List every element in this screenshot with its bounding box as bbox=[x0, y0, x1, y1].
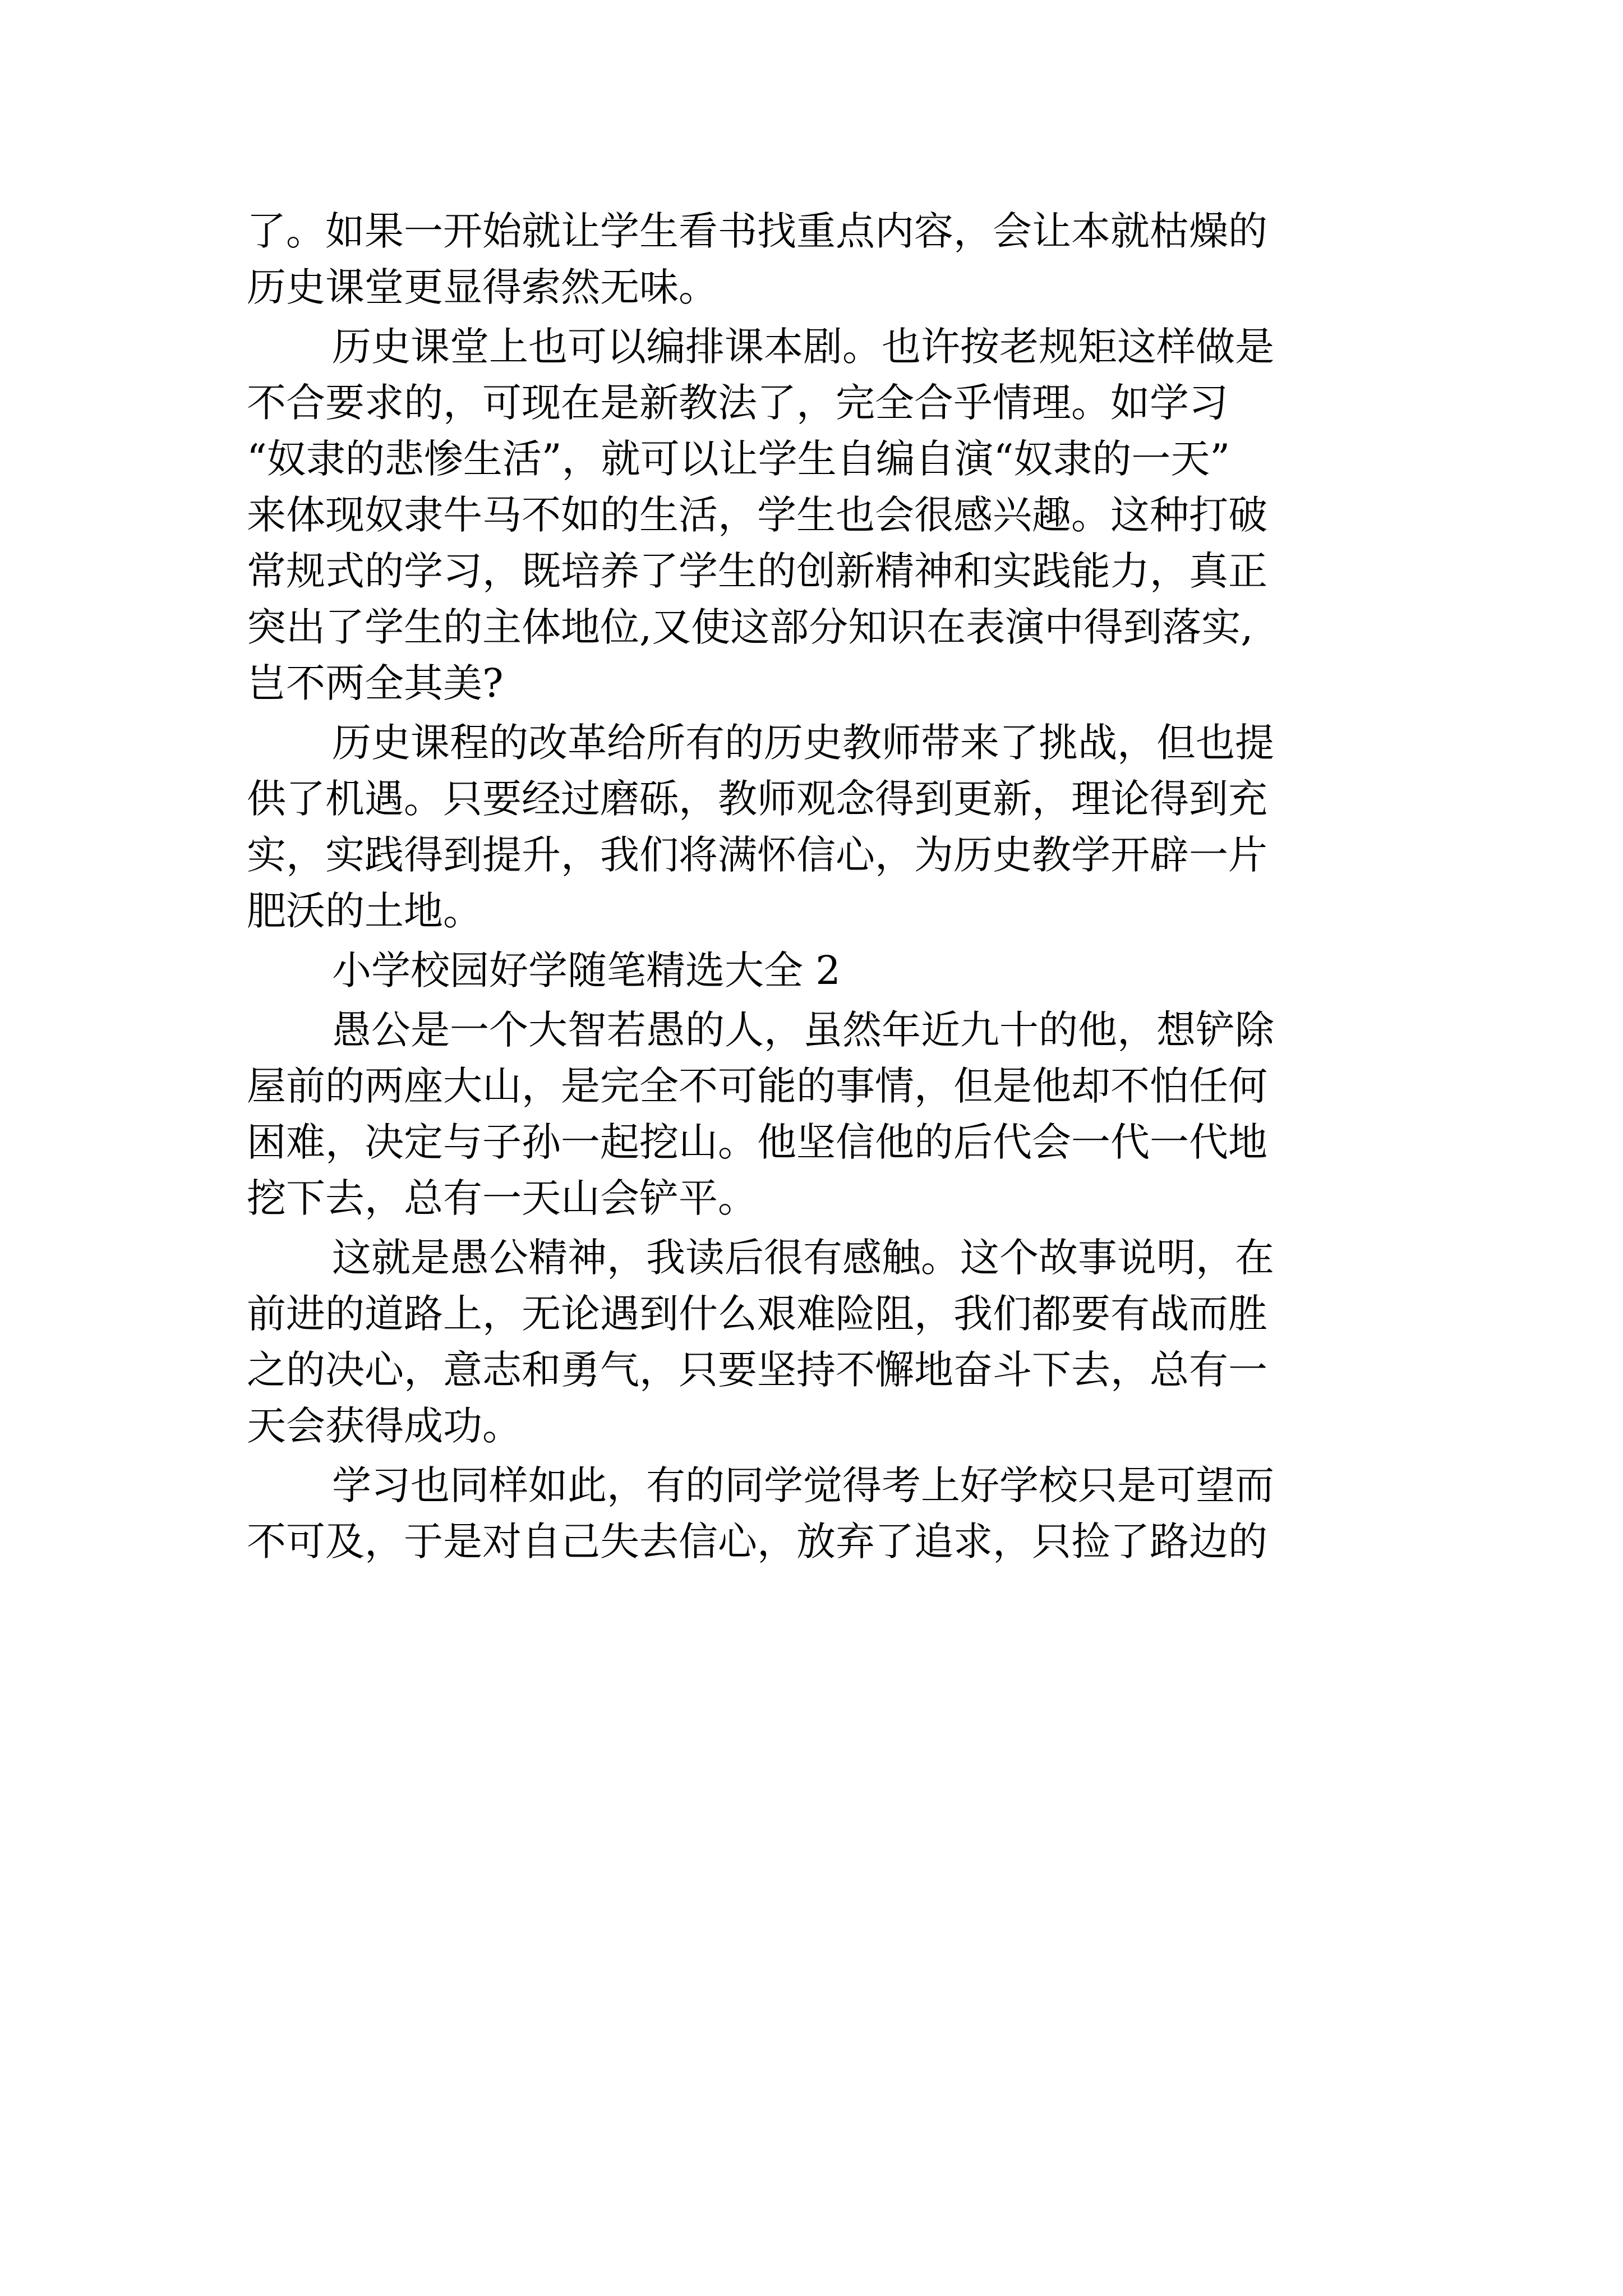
section-heading bbox=[247, 942, 1380, 999]
paragraph bbox=[247, 1230, 1380, 1454]
text-line: 历史课程的改革给所有的历史教师带来了挑战，但也提 bbox=[332, 720, 1274, 766]
text-line: 来体现奴隶牛马不如的生活，学生也会很感兴趣。这种打破 bbox=[247, 492, 1267, 538]
text-line: 这就是愚公精神，我读后很有感触。这个故事说明，在 bbox=[332, 1235, 1274, 1281]
text-line: 肥沃的土地。 bbox=[247, 888, 482, 934]
text-line: 屋前的两座大山，是完全不可能的事情，但是他却不怕任何 bbox=[247, 1063, 1267, 1109]
document-body bbox=[247, 203, 1380, 1573]
text-line: 学习也同样如此，有的同学觉得考上好学校只是可望而 bbox=[332, 1462, 1274, 1508]
text-line: “奴隶的悲惨生活”，就可以让学生自编自演“奴隶的一天” bbox=[247, 436, 1230, 482]
text-line: 实，实践得到提升，我们将满怀信心，为历史教学开辟一片 bbox=[247, 832, 1267, 878]
text-line: 困难，决定与子孙一起挖山。他坚信他的后代会一代一代地 bbox=[247, 1119, 1267, 1165]
text-line: 不合要求的，可现在是新教法了，完全合乎情理。如学习 bbox=[247, 380, 1228, 426]
paragraph bbox=[247, 1002, 1380, 1226]
text-line: 不可及，于是对自己失去信心，放弃了追求，只捡了路边的 bbox=[247, 1519, 1267, 1565]
paragraph bbox=[247, 203, 1380, 315]
paragraph bbox=[247, 715, 1380, 939]
text-line: 突出了学生的主体地位,又使这部分知识在表演中得到落实, bbox=[247, 604, 1253, 650]
text-line: 小学校园好学随笔精选大全 2 bbox=[332, 947, 841, 993]
text-line: 前进的道路上，无论遇到什么艰难险阻，我们都要有战而胜 bbox=[247, 1291, 1267, 1337]
text-line: 挖下去，总有一天山会铲平。 bbox=[247, 1175, 757, 1221]
text-line: 了。如果一开始就让学生看书找重点内容，会让本就枯燥的 bbox=[247, 208, 1267, 254]
text-line: 岂不两全其美? bbox=[247, 660, 504, 706]
text-line: 愚公是一个大智若愚的人，虽然年近九十的他，想铲除 bbox=[332, 1007, 1274, 1053]
text-line: 常规式的学习，既培养了学生的创新精神和实践能力，真正 bbox=[247, 548, 1267, 594]
text-line: 天会获得成功。 bbox=[247, 1403, 522, 1449]
paragraph bbox=[247, 1457, 1380, 1570]
text-line: 历史课堂上也可以编排课本剧。也许按老规矩这样做是 bbox=[332, 324, 1274, 370]
paragraph bbox=[247, 319, 1380, 711]
text-line: 历史课堂更显得索然无味。 bbox=[247, 264, 718, 310]
text-line: 供了机遇。只要经过磨砾，教师观念得到更新，理论得到充 bbox=[247, 776, 1267, 822]
text-line: 之的决心，意志和勇气，只要坚持不懈地奋斗下去，总有一 bbox=[247, 1347, 1267, 1393]
